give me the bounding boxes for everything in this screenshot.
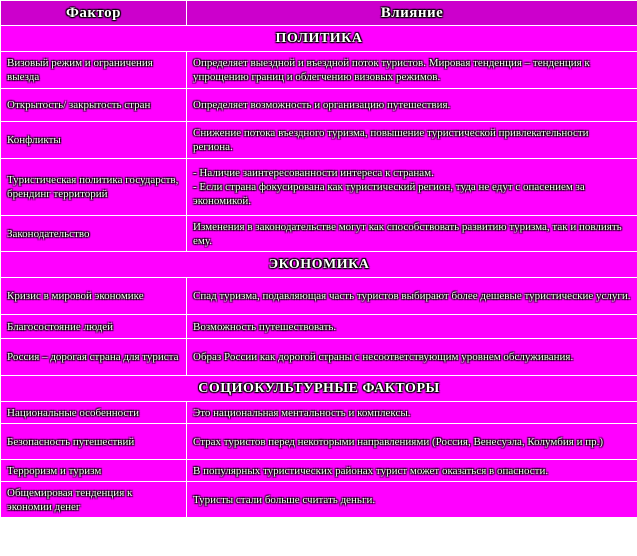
table-row <box>1 402 637 424</box>
table-row <box>1 278 637 315</box>
factor-cell: Конфликты <box>1 122 187 159</box>
table-row <box>1 52 637 89</box>
influence-cell: В популярных туристических районах турист может оказаться в опасности. <box>187 460 637 482</box>
table-row <box>1 315 637 339</box>
influence-cell: Спад туризма, подавляющая часть туристов выбирают более дешевые туристические услуги. <box>187 278 637 315</box>
table-row <box>1 339 637 376</box>
table-row <box>1 424 637 460</box>
section-title-politics: ПОЛИТИКА <box>1 26 637 52</box>
factor-cell: Визовый режим и ограничения выезда <box>1 52 187 89</box>
section-row <box>1 376 637 402</box>
influence-column-header: Влияние <box>187 1 637 26</box>
influence-cell: - Наличие заинтересованности интереса к странам. - Если страна фокусирована как туристический регион, туда не едут с опасением за экономикой. <box>187 159 637 216</box>
factor-column-header: Фактор <box>1 1 187 26</box>
section-row <box>1 252 637 278</box>
table-row <box>1 460 637 482</box>
section-title-sociocultural: СОЦИОКУЛЬТУРНЫЕ ФАКТОРЫ <box>1 376 637 402</box>
factor-cell: Открытость/ закрытость стран <box>1 89 187 122</box>
table-header-row <box>1 1 637 26</box>
influence-cell: Образ России как дорогой страны с несоответствующим уровнем обслуживания. <box>187 339 637 376</box>
section-row <box>1 26 637 52</box>
section-title-economy: ЭКОНОМИКА <box>1 252 637 278</box>
influence-cell: Это национальная ментальность и комплексы. <box>187 402 637 424</box>
factor-cell: Туристическая политика государств, брендинг территорий <box>1 159 187 216</box>
factor-cell: Кризис в мировой экономике <box>1 278 187 315</box>
influence-cell: Изменения в законодательстве могут как способствовать развитию туризма, так и повлиять ему. <box>187 216 637 252</box>
influence-cell: Определяет выездной и въездной поток туристов. Мировая тенденция – тенденция к упрощению границ и облегчению визовых режимов. <box>187 52 637 89</box>
factor-cell: Терроризм и туризм <box>1 460 187 482</box>
factor-cell: Благосостояние людей <box>1 315 187 339</box>
influence-cell: Возможность путешествовать. <box>187 315 637 339</box>
influence-cell: Снижение потока въездного туризма, повышение туристической привлекательности региона. <box>187 122 637 159</box>
table-row <box>1 216 637 252</box>
table-row <box>1 122 637 159</box>
table-row <box>1 482 637 518</box>
factor-cell: Законодательство <box>1 216 187 252</box>
influence-cell: Страх туристов перед некоторыми направлениями (Россия, Венесуэла, Колумбия и пр.) <box>187 424 637 460</box>
table-row <box>1 159 637 216</box>
factor-cell: Россия – дорогая страна для туриста <box>1 339 187 376</box>
table-row <box>1 89 637 122</box>
factor-cell: Национальные особенности <box>1 402 187 424</box>
influence-cell: Определяет возможность и организацию путешествия. <box>187 89 637 122</box>
influence-cell: Туристы стали больше считать деньги. <box>187 482 637 518</box>
factor-cell: Общемировая тенденция к экономии денег <box>1 482 187 518</box>
factor-cell: Безопасность путешествий <box>1 424 187 460</box>
